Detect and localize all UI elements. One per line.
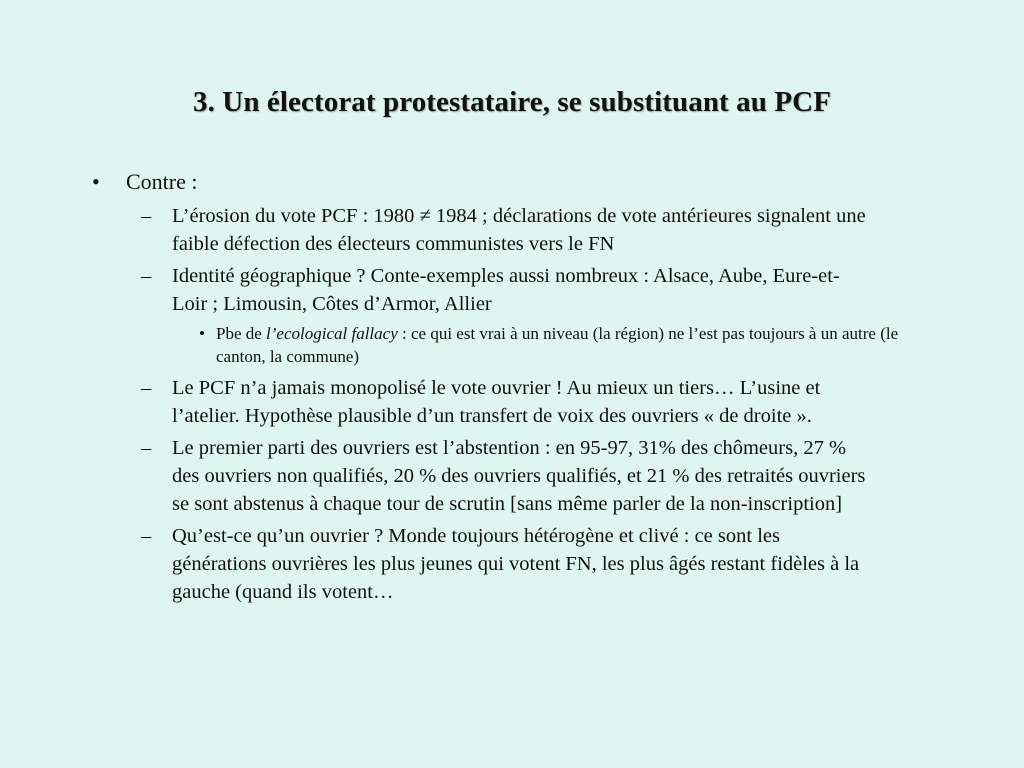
dash-icon: – [141, 525, 152, 547]
subpoint-suffix: : ce qui est vrai à un niveau (la région) ne l’est pas toujours à un autre (le canton, la commune) [216, 324, 899, 366]
point-text: Identité géographique ? Conte-exemples aussi nombreux : Alsace, Aube, Eure-et-Loir ; Limousin, Côtes d’Armor, Allier [172, 265, 840, 315]
dash-icon: – [141, 265, 152, 287]
point-abstention [141, 434, 872, 518]
bullet-icon: • [92, 169, 100, 194]
subpoint-prefix: Pbe de [216, 324, 267, 343]
subpoint-ecological-fallacy [199, 322, 936, 368]
bullet-text: Contre : [126, 169, 198, 194]
bullet-contre [92, 168, 952, 196]
dash-icon: – [141, 377, 152, 399]
point-ouvrier [141, 522, 872, 606]
subpoint-italic-term: l’ecological fallacy [266, 324, 398, 343]
point-identite [141, 262, 872, 318]
point-text: Qu’est-ce qu’un ouvrier ? Monde toujours hétérogène et clivé : ce sont les générations ouvrières les plus jeunes qui votent FN, les plus âgés restant fidèles à la gauche (quand ils votent… [172, 525, 860, 603]
bullet-icon: • [199, 324, 205, 343]
point-text: Le PCF n’a jamais monopolisé le vote ouvrier ! Au mieux un tiers… L’usine et l’atelier. Hypothèse plausible d’un transfert de voix des ouvriers « de droite ». [172, 377, 821, 427]
point-text: L’érosion du vote PCF : 1980 ≠ 1984 ; déclarations de vote antérieures signalent une faible défection des électeurs communistes vers le FN [172, 205, 866, 255]
point-text: Le premier parti des ouvriers est l’abstention : en 95-97, 31% des chômeurs, 27 % des ouvriers non qualifiés, 20 % des ouvriers qualifiés, et 21 % des retraités ouvriers se sont abstenus à chaque tour de scrutin [sans même parler de la non-inscription] [172, 437, 866, 515]
point-erosion [141, 202, 872, 258]
point-monopole [141, 374, 872, 430]
dash-icon: – [141, 205, 152, 227]
slide-title: 3. Un électorat protestataire, se substituant au PCF [192, 86, 832, 118]
dash-icon: – [141, 437, 152, 459]
slide-content [92, 168, 952, 610]
